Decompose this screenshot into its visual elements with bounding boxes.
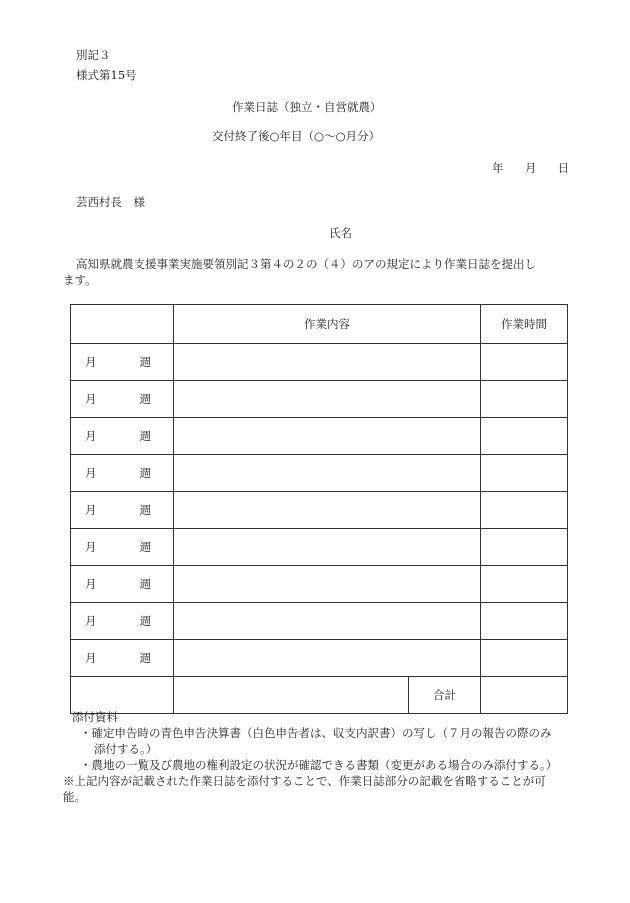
name-label: 氏名 [329,226,352,240]
work-hours-cell[interactable] [481,640,568,677]
month-label: 月 [85,540,97,554]
table-row [71,603,568,640]
month-label: 月 [85,466,97,480]
period-cell [71,492,174,529]
week-label: 週 [139,466,151,480]
work-hours-cell[interactable] [481,418,568,455]
work-hours-cell[interactable] [481,603,568,640]
total-hours-cell[interactable] [481,677,568,714]
period-cell [71,529,174,566]
week-label: 週 [139,429,151,443]
table-row [71,381,568,418]
addressee: 芸西村長 様 [76,195,145,209]
attachments-heading: 添付資料 [72,710,118,724]
table-row [71,455,568,492]
month-label: 月 [85,392,97,406]
table-row [71,344,568,381]
month-label: 月 [85,429,97,443]
month-label: 月 [85,355,97,369]
week-label: 週 [139,503,151,517]
total-label: 合計 [408,676,481,714]
note-line-2: 能。 [63,790,86,804]
page-title: 作業日誌（独立・自営就農） [232,100,382,114]
header-work-content: 作業内容 [174,305,481,344]
header-work-hours: 作業時間 [481,305,568,344]
period-cell [71,381,174,418]
period-cell [71,640,174,677]
note-line-1: ※上記内容が記載された作業日誌を添付することで、作業日誌部分の記載を省略することが可 [63,774,546,788]
work-content-cell[interactable] [174,529,481,566]
work-content-cell[interactable] [174,492,481,529]
table-row [71,566,568,603]
week-label: 週 [139,614,151,628]
work-hours-cell[interactable] [481,566,568,603]
appendix-label: 別記３ [76,48,111,62]
page-subtitle: 交付終了後○年目（○～○月分） [212,129,381,143]
week-label: 週 [139,392,151,406]
period-cell [71,566,174,603]
work-content-cell[interactable] [174,381,481,418]
week-label: 週 [139,540,151,554]
attachment-item-1-cont: 添付する。） [94,742,158,756]
work-content-cell[interactable] [174,640,481,677]
table-row [71,418,568,455]
work-hours-cell[interactable] [481,455,568,492]
week-label: 週 [139,577,151,591]
attachment-item-1: ・確定申告時の青色申告決算書（白色申告者は、収支内訳書）の写し（７月の報告の際のみ [80,726,552,740]
work-content-cell[interactable] [174,455,481,492]
work-content-cell[interactable] [174,418,481,455]
period-cell [71,603,174,640]
date-month: 月 [524,161,537,175]
total-row [71,677,568,714]
table-header-row [71,305,568,344]
work-hours-cell[interactable] [481,344,568,381]
table-row [71,529,568,566]
week-label: 週 [139,355,151,369]
work-log-table [70,304,568,714]
week-label: 週 [139,651,151,665]
attachment-item-2: ・農地の一覧及び農地の権利設定の状況が確認できる書類（変更がある場合のみ添付する。） [80,758,558,772]
work-content-cell[interactable] [174,603,481,640]
work-content-cell[interactable] [174,344,481,381]
period-cell [71,418,174,455]
month-label: 月 [85,614,97,628]
date-line [492,160,569,176]
header-blank-cell [71,305,174,344]
period-cell [71,344,174,381]
date-year: 年 [492,161,504,175]
statement-line-1: 高知県就農支援事業実施要領別記３第４の２の（４）のアの規定により作業日誌を提出し [76,257,536,271]
table-row [71,492,568,529]
work-hours-cell[interactable] [481,381,568,418]
work-hours-cell[interactable] [481,529,568,566]
month-label: 月 [85,503,97,517]
form-number: 様式第15号 [76,68,137,82]
month-label: 月 [85,577,97,591]
month-label: 月 [85,651,97,665]
period-cell [71,455,174,492]
statement-line-2: ます。 [63,273,97,287]
work-hours-cell[interactable] [481,492,568,529]
table-row [71,640,568,677]
date-day: 日 [557,161,570,175]
work-content-cell[interactable] [174,566,481,603]
